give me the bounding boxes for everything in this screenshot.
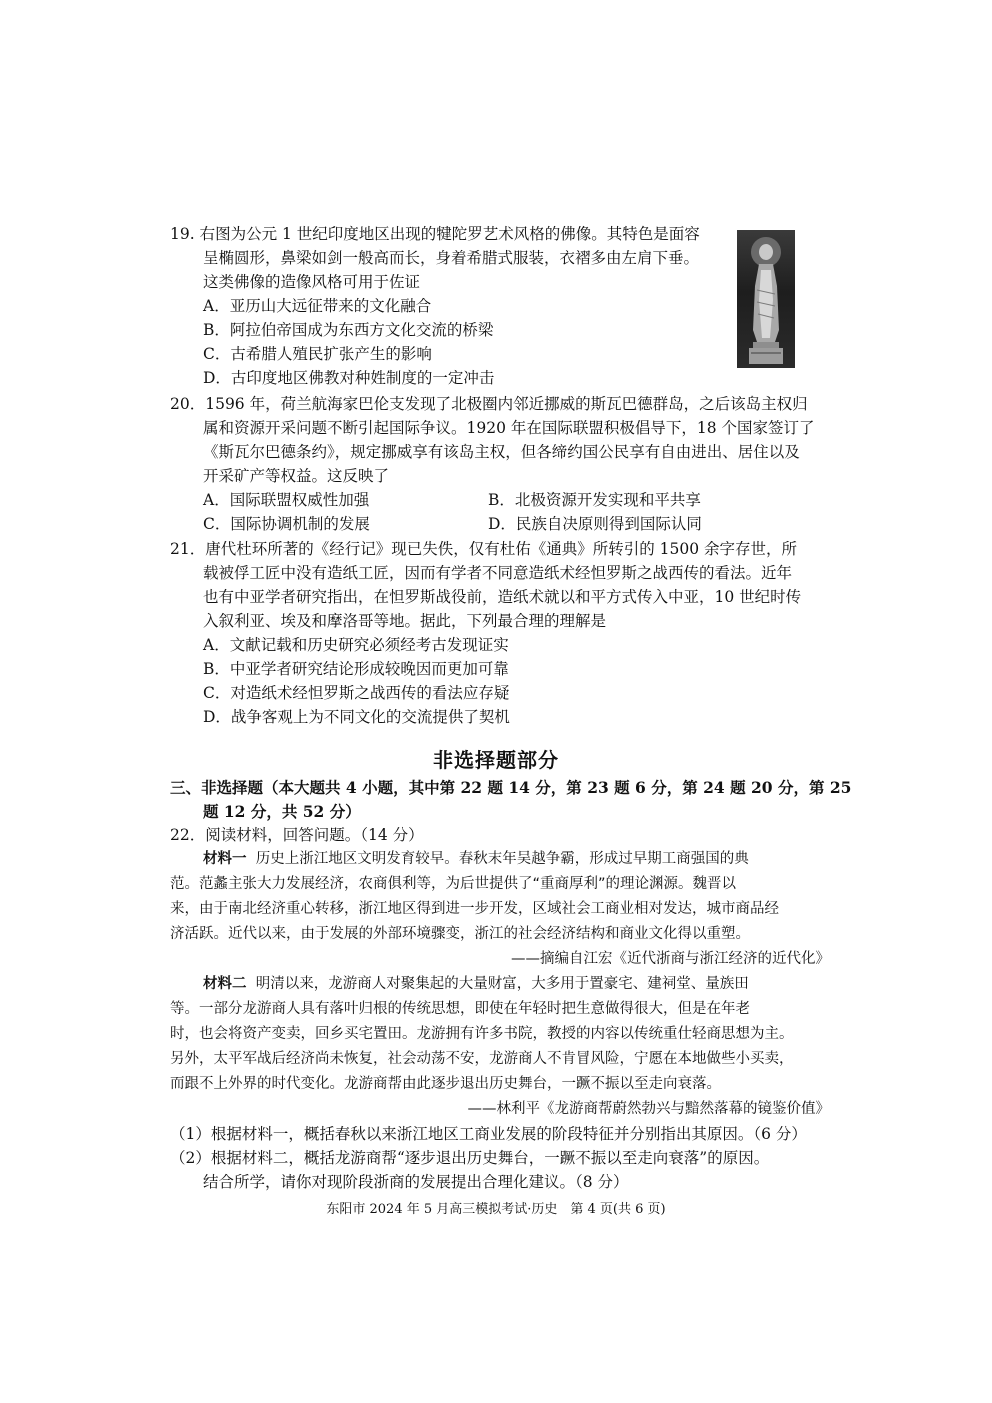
question-20 bbox=[170, 392, 830, 536]
q22-heading: 22．阅读材料，回答问题。（14 分） bbox=[170, 826, 424, 844]
part3-line-1: 三、非选择题（本大题共 4 小题，其中第 22 题 14 分，第 23 题 6 分，第 24 题 20 分，第 25 bbox=[170, 778, 852, 797]
q20-option-c: C．国际协调机制的发展 bbox=[203, 515, 370, 533]
q22-m2-line-3: 时，也会将资产变卖，回乡买宅置田。龙游拥有许多书院，教授的内容以传统重仕轻商思想为主。 bbox=[170, 1026, 794, 1042]
q19-line-2: 呈椭圆形，鼻梁如剑一般高而长，身着希腊式服装，衣褶多由左肩下垂。 bbox=[203, 249, 700, 267]
q22-material-2-source: ——林利平《龙游商帮蔚然勃兴与黯然落幕的镜鉴价值》 bbox=[467, 1101, 830, 1117]
q19-option-c: C．古希腊人殖民扩张产生的影响 bbox=[203, 345, 432, 363]
q19-option-d: D．古印度地区佛教对种姓制度的一定冲击 bbox=[203, 369, 495, 387]
q22-material-1-source: ——摘编自江宏《近代浙商与浙江经济的近代化》 bbox=[511, 951, 830, 967]
q19-option-a: A．亚历山大远征带来的文化融合 bbox=[203, 297, 432, 315]
q22-m1-line-2: 范。范蠡主张大力发展经济，农商俱利等，为后世提供了“重商厚利”的理论渊源。魏晋以 bbox=[170, 876, 737, 892]
q20-line-3: 《斯瓦尔巴德条约》，规定挪威享有该岛主权，但各缔约国公民享有自由进出、居住以及 bbox=[203, 443, 800, 461]
q22-m2-line-4: 另外，太平军战后经济尚未恢复，社会动荡不安，龙游商人不肯冒风险，宁愿在本地做些小买卖， bbox=[170, 1051, 794, 1067]
q19-line-3: 这类佛像的造像风格可用于佐证 bbox=[203, 273, 421, 291]
q22-material-1 bbox=[170, 847, 830, 972]
q20-option-d: D．民族自决原则得到国际认同 bbox=[488, 515, 702, 533]
q22-sub-question-2-line-2: 结合所学，请你对现阶段浙商的发展提出合理化建议。（8 分） bbox=[203, 1173, 629, 1191]
q21-line-2: 载被俘工匠中没有造纸工匠，因而有学者不同意造纸术经怛罗斯之战西传的看法。近年 bbox=[203, 564, 793, 582]
section-title: 非选择题部分 bbox=[433, 748, 559, 772]
buddha-statue-icon bbox=[737, 230, 795, 368]
q21-line-1: 21．唐代杜环所著的《经行记》现已失佚，仅有杜佑《通典》所转引的 1500 余字存世，所 bbox=[170, 540, 798, 558]
q19-line-1: 19. 右图为公元 1 世纪印度地区出现的犍陀罗艺术风格的佛像。其特色是面容 bbox=[170, 225, 700, 243]
part3-line-2: 题 12 分，共 52 分） bbox=[203, 802, 361, 821]
q19-option-b: B．阿拉伯帝国成为东西方文化交流的桥梁 bbox=[203, 321, 494, 339]
q22-material-1-label: 材料一 bbox=[203, 851, 247, 867]
q20-line-1: 20．1596 年，荷兰航海家巴伦支发现了北极圈内邻近挪威的斯瓦巴德群岛，之后该岛主权归 bbox=[170, 395, 808, 413]
q22-sub-question-2-line-1: （2）根据材料二，概括龙游商帮“逐步退出历史舞台，一蹶不振以至走向衰落”的原因。 bbox=[170, 1149, 770, 1167]
q21-line-4: 入叙利亚、埃及和摩洛哥等地。据此，下列最合理的理解是 bbox=[203, 612, 607, 630]
q22-sub-question-1: （1）根据材料一，概括春秋以来浙江地区工商业发展的阶段特征并分别指出其原因。（6 分） bbox=[170, 1125, 807, 1143]
q21-option-a: A．文献记载和历史研究必须经考古发现证实 bbox=[203, 636, 509, 654]
q21-option-d: D．战争客观上为不同文化的交流提供了契机 bbox=[203, 708, 510, 726]
q21-line-3: 也有中亚学者研究指出，在怛罗斯战役前，造纸术就以和平方式传入中亚，10 世纪时传 bbox=[203, 588, 802, 606]
q22-m1-line-3: 来，由于南北经济重心转移，浙江地区得到进一步开发，区域社会工商业相对发达，城市商品经 bbox=[170, 901, 779, 917]
q21-option-c: C．对造纸术经怛罗斯之战西传的看法应存疑 bbox=[203, 684, 510, 702]
q20-line-2: 属和资源开采问题不断引起国际争议。1920 年在国际联盟积极倡导下，18 个国家签订了 bbox=[203, 419, 815, 437]
q20-options bbox=[170, 488, 830, 536]
question-21 bbox=[170, 537, 830, 729]
q22-material-2-label: 材料二 bbox=[203, 976, 247, 992]
q22-material-2 bbox=[170, 972, 830, 1122]
q21-option-b: B．中亚学者研究结论形成较晚因而更加可靠 bbox=[203, 660, 509, 678]
q22-m1-line-4: 济活跃。近代以来，由于发展的外部环境骤变，浙江的社会经济结构和商业文化得以重塑。 bbox=[170, 926, 750, 942]
gandhara-buddha-image bbox=[737, 230, 795, 368]
q20-line-4: 开采矿产等权益。这反映了 bbox=[203, 467, 390, 485]
page-footer: 东阳市 2024 年 5 月高三模拟考试·历史 第 4 页(共 6 页) bbox=[326, 1202, 666, 1217]
q22-m2-line-1: 明清以来，龙游商人对聚集起的大量财富，大多用于置豪宅、建祠堂、量族田 bbox=[255, 976, 749, 992]
question-19 bbox=[170, 222, 830, 390]
q22-m1-line-1: 历史上浙江地区文明发育较早。春秋末年吴越争霸，形成过早期工商强国的典 bbox=[255, 851, 749, 867]
question-22 bbox=[170, 823, 830, 1194]
q22-m2-line-5: 而跟不上外界的时代变化。龙游商帮由此逐步退出历史舞台，一蹶不振以至走向衰落。 bbox=[170, 1076, 721, 1092]
q20-option-b: B．北极资源开发实现和平共享 bbox=[488, 491, 701, 509]
q20-option-a: A．国际联盟权威性加强 bbox=[203, 491, 370, 509]
q22-m2-line-2: 等。一部分龙游商人具有落叶归根的传统思想，即使在年轻时把生意做得很大，但是在年老 bbox=[170, 1001, 750, 1017]
part-three-header bbox=[170, 776, 852, 824]
